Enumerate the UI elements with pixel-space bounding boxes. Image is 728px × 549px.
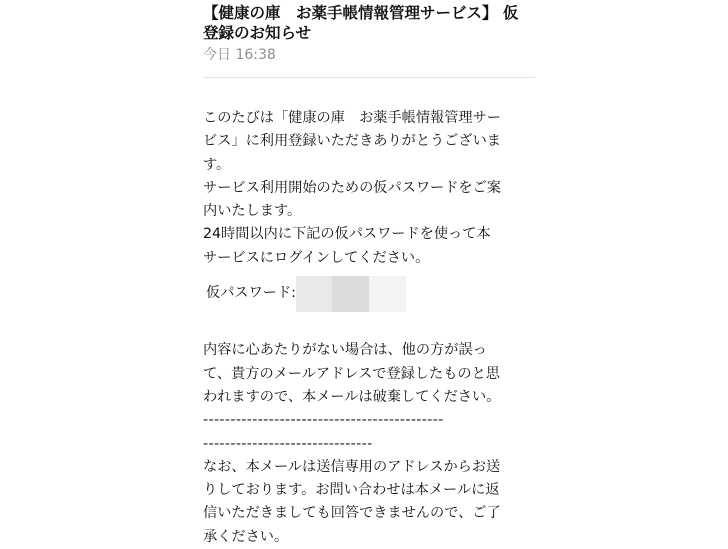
body-line: す。 <box>203 156 231 173</box>
email-view <box>203 0 535 549</box>
email-subject-line: 【健康の庫 お薬手帳情報管理サービス】 仮 <box>203 4 519 22</box>
password-redaction-block <box>332 276 369 312</box>
body-line: て、貴方のメールアドレスで登録したものと思 <box>203 365 500 382</box>
header-divider <box>203 77 535 78</box>
email-subject <box>203 0 535 43</box>
body-line: 内容に心あたりがない場合は、他の方が誤っ <box>203 342 487 359</box>
separator-line: -------------------------------------------- <box>203 412 444 429</box>
separator-line: ------------------------------- <box>203 435 373 452</box>
body-line: 内いたします。 <box>203 203 302 220</box>
body-line: われますので、本メールは破棄してください。 <box>203 388 501 405</box>
password-row <box>203 276 535 312</box>
body-line: 信いただきましても回答できませんので、ご了 <box>203 505 501 522</box>
body-line: なお、本メールは送信専用のアドレスからお送 <box>203 458 501 475</box>
body-line: サービス利用開始のための仮パスワードをご案 <box>203 179 501 196</box>
email-body <box>203 107 535 549</box>
password-redaction-block <box>296 276 332 312</box>
body-line: 承ください。 <box>203 528 289 545</box>
password-label: 仮パスワード: <box>206 285 296 302</box>
email-subject-line: 登録のお知らせ <box>203 24 312 42</box>
email-date: 今日 16:38 <box>203 47 276 63</box>
paragraph-gap <box>203 316 535 339</box>
body-line: ビス」に利用登録いただきありがとうございま <box>203 133 501 150</box>
password-redaction <box>296 276 406 312</box>
body-line: サービスにログインしてください。 <box>203 249 430 266</box>
body-line: 24時間以内に下記の仮パスワードを使って本 <box>203 226 491 243</box>
password-redaction-block <box>369 276 406 312</box>
body-line: りしております。お問い合わせは本メールに返 <box>203 482 500 499</box>
body-line: このたびは「健康の庫 お薬手帳情報管理サー <box>203 110 501 126</box>
